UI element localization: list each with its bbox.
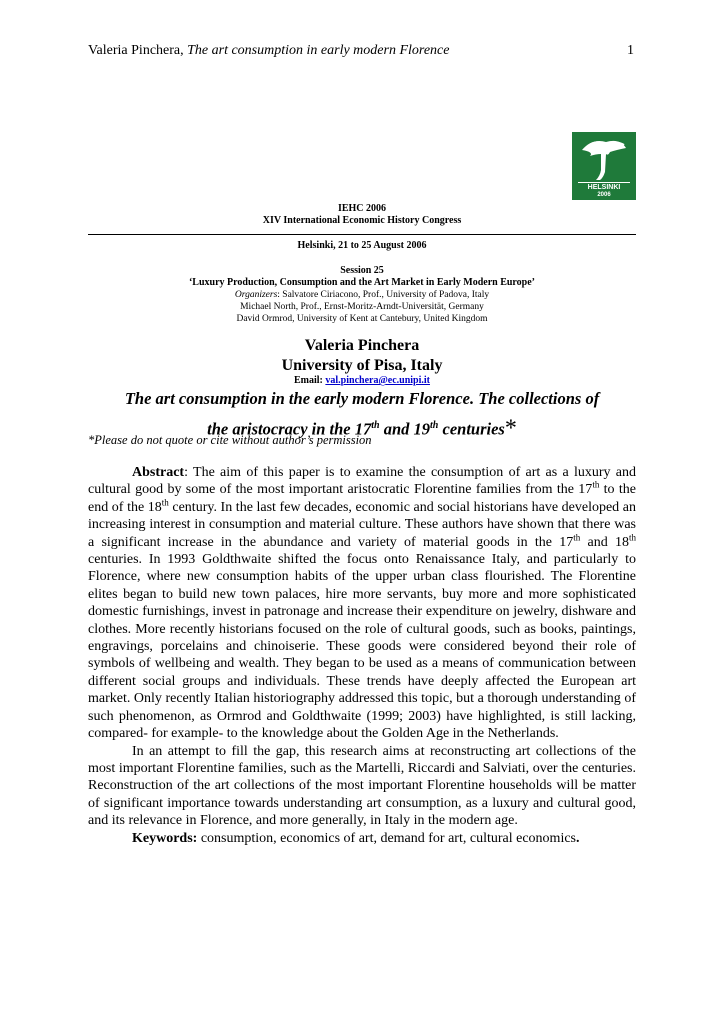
session-number: Session 25: [340, 265, 384, 276]
abstract-paragraph-2: In an attempt to fill the gap, this research aims at reconstructing art collections of the most important Florentine families, such as the Martelli, Riccardi and Salviati, over the centuries. Reconstruction of the art collections of the most important Florentine households will be matter of significant importance towards understanding art consumption, as a luxury and cultural good, and its relevance in Florence, and more generally, in Italy in the modern age.: [88, 743, 636, 829]
keywords-label: Keywords:: [132, 830, 198, 846]
organizer-2: Michael North, Prof., Ernst-Moritz-Arndt-Universität, Germany: [240, 302, 484, 312]
header-author: Valeria Pinchera,: [88, 43, 188, 58]
abstract-text: century. In the last few decades, economic and social historians have developed an increasing interest in consumption and material culture. These authors have shown that there was a significant increase in the abundance and variety of material goods in the 17: [88, 499, 636, 550]
page-number: 1: [627, 43, 634, 58]
email-label: Email:: [294, 375, 326, 386]
title-part: the aristocracy in the 17: [207, 419, 372, 439]
keywords-end: .: [576, 830, 580, 846]
title-footnote-star: *: [504, 415, 517, 442]
abstract-text: : The aim of this paper is to examine the consumption of art as a luxury and cultural good by some of the most important aristocratic Florentine families from the 17: [88, 465, 636, 498]
helsinki-2006-logo: [572, 132, 636, 200]
organizers-line: [88, 289, 636, 301]
abstract-label: Abstract: [132, 465, 185, 480]
title-sup: th: [371, 420, 380, 431]
conference-name: IEHC 2006: [337, 203, 387, 214]
citation-note: *Please do not quote or cite without author’s permission: [88, 433, 372, 447]
organizers-label: Organizers: [234, 290, 278, 300]
title-part: centuries: [438, 419, 505, 439]
sup: th: [161, 497, 169, 508]
organizer-3: David Ormrod, University of Kent at Cantebury, United Kingdom: [236, 314, 488, 324]
keywords: consumption, economics of art, demand for art, cultural economics: [197, 830, 576, 846]
title-part: and 19: [379, 419, 431, 439]
abstract: [88, 464, 636, 847]
author-block: [88, 336, 636, 376]
organizer-1: : Salvatore Ciriacono, Prof., University of Padova, Italy: [277, 290, 490, 300]
author-name: Valeria Pinchera: [304, 337, 420, 354]
session-block: [88, 265, 636, 325]
conference-block: [88, 203, 636, 227]
sup: th: [628, 531, 636, 542]
logo-text-bottom: 2006: [597, 192, 611, 198]
conference-full-name: XIV International Economic History Congress: [262, 215, 462, 226]
abstract-text: to the end of the 18: [88, 482, 637, 515]
tree-icon: [572, 132, 636, 200]
author-affiliation: University of Pisa, Italy: [281, 357, 443, 374]
conference-dates: Helsinki, 21 to 25 August 2006: [297, 240, 427, 251]
header-short-title: The art consumption in early modern Florence: [187, 43, 450, 58]
title-sup: th: [430, 420, 439, 431]
session-title: ‘Luxury Production, Consumption and the Art Market in Early Modern Europe’: [188, 277, 536, 288]
running-header: [88, 43, 449, 59]
divider: [88, 234, 636, 235]
abstract-paragraph-1: [88, 464, 636, 743]
abstract-text: and 18: [580, 534, 629, 550]
email-link[interactable]: val.pinchera@ec.unipi.it: [325, 375, 430, 386]
sup: th: [573, 531, 581, 542]
keywords-paragraph: [88, 830, 636, 847]
abstract-text: centuries. In 1993 Goldthwaite shifted the focus onto Renaissance Italy, and particularly to Florence, where new consumption habits of the upper urban class flourished. The Florentine elites began to build new town palaces, hire more servants, buy more and more sophisticated domestic furnishings, invest in patronage and increase their expenditure on jewelry, dishware and clothes. More recently historians focused on the role of cultural goods, such as books, paintings, engravings, porcelains and chinoiserie. These goods were considered beyond their role of symbols of wellbeing and wealth. They began to be used as a means of communication between different social groups and individuals. These trends have deeply affected the European art market. Only recently Italian historiography addressed this topic, but a thorough understanding of such phenomenon, as Ormrod and Goldthwaite (1999; 2003) have highlighted, is still lacking, compared- for example- to the knowledge about the Golden Age in the Netherlands.: [88, 552, 636, 742]
title-line-1: The art consumption in the early modern Florence. The collections of: [124, 389, 600, 408]
logo-text-top: HELSINKI: [587, 184, 621, 191]
sup: th: [592, 479, 600, 490]
